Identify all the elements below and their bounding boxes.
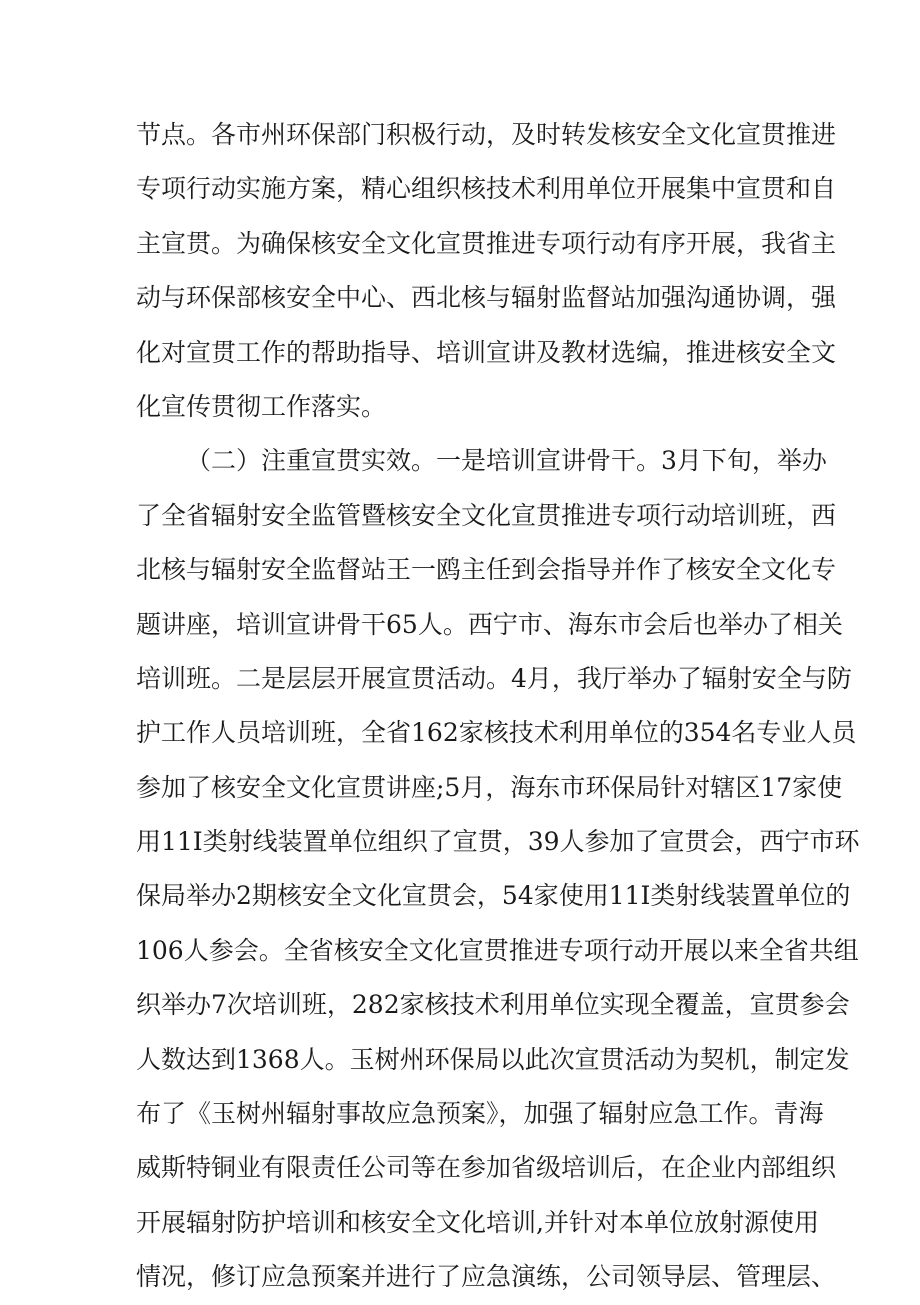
text-line: 动与环保部核安全中心、西北核与辐射监督站加强沟通协调，强 — [136, 283, 837, 313]
paragraph-1 — [136, 108, 837, 434]
text-line: 题讲座，培训宣讲骨干65人。西宁市、海东市会后也举办了相关 — [136, 609, 843, 639]
text-line: 威斯特铜业有限责任公司等在参加省级培训后，在企业内部组织 — [136, 1153, 837, 1183]
text-line: 化对宣贯工作的帮助指导、培训宣讲及教材选编，推进核安全文 — [136, 337, 837, 367]
text-line: 培训班。二是层层开展宣贯活动。4月，我厅举办了辐射安全与防 — [136, 663, 852, 693]
body-text — [136, 108, 860, 1305]
text-line: 护工作人员培训班，全省162家核技术利用单位的354名专业人员 — [136, 718, 857, 748]
text-line: 开展辐射防护培训和核安全文化培训,并针对本单位放射源使用 — [136, 1207, 819, 1237]
text-line: 用11I类射线装置单位组织了宣贯，39人参加了宣贯会，西宁市环 — [136, 827, 860, 857]
text-line: 化宣传贯彻工作落实。 — [136, 391, 387, 421]
text-line: 节点。各市州环保部门积极行动，及时转发核安全文化宣贯推进 — [136, 120, 837, 149]
text-line: 了全省辐射安全监管暨核安全文化宣贯推进专项行动培训班，西 — [136, 500, 837, 530]
text-line: 情况，修订应急预案并进行了应急演练，公司领导层、管理层、 — [136, 1262, 837, 1292]
text-line: 参加了核安全文化宣贯讲座;5月，海东市环保局针对辖区17家使 — [136, 772, 843, 802]
text-line: 106人参会。全省核安全文化宣贯推进专项行动开展以来全省共组 — [136, 935, 859, 965]
text-line: 布了《玉树州辐射事故应急预案》，加强了辐射应急工作。青海 — [136, 1099, 824, 1129]
text-line: 专项行动实施方案，精心组织核技术利用单位开展集中宣贯和自 — [136, 174, 837, 204]
text-line: 北核与辐射安全监督站王一鸥主任到会指导并作了核安全文化专 — [136, 555, 837, 585]
text-line: 保局举办2期核安全文化宣贯会，54家使用11I类射线装置单位的 — [136, 881, 851, 911]
text-line: 主宣贯。为确保核安全文化宣贯推进专项行动有序开展，我省主 — [136, 228, 837, 258]
section-heading-line: （二）注重宣贯实效。一是培训宣讲骨干。3月下旬，举办 — [186, 446, 827, 476]
text-line: 织举办7次培训班，282家核技术利用单位实现全覆盖，宣贯参会 — [136, 990, 850, 1020]
text-line: 人数达到1368人。玉树州环保局以此次宣贯活动为契机，制定发 — [136, 1044, 850, 1074]
paragraph-2 — [136, 434, 860, 1304]
